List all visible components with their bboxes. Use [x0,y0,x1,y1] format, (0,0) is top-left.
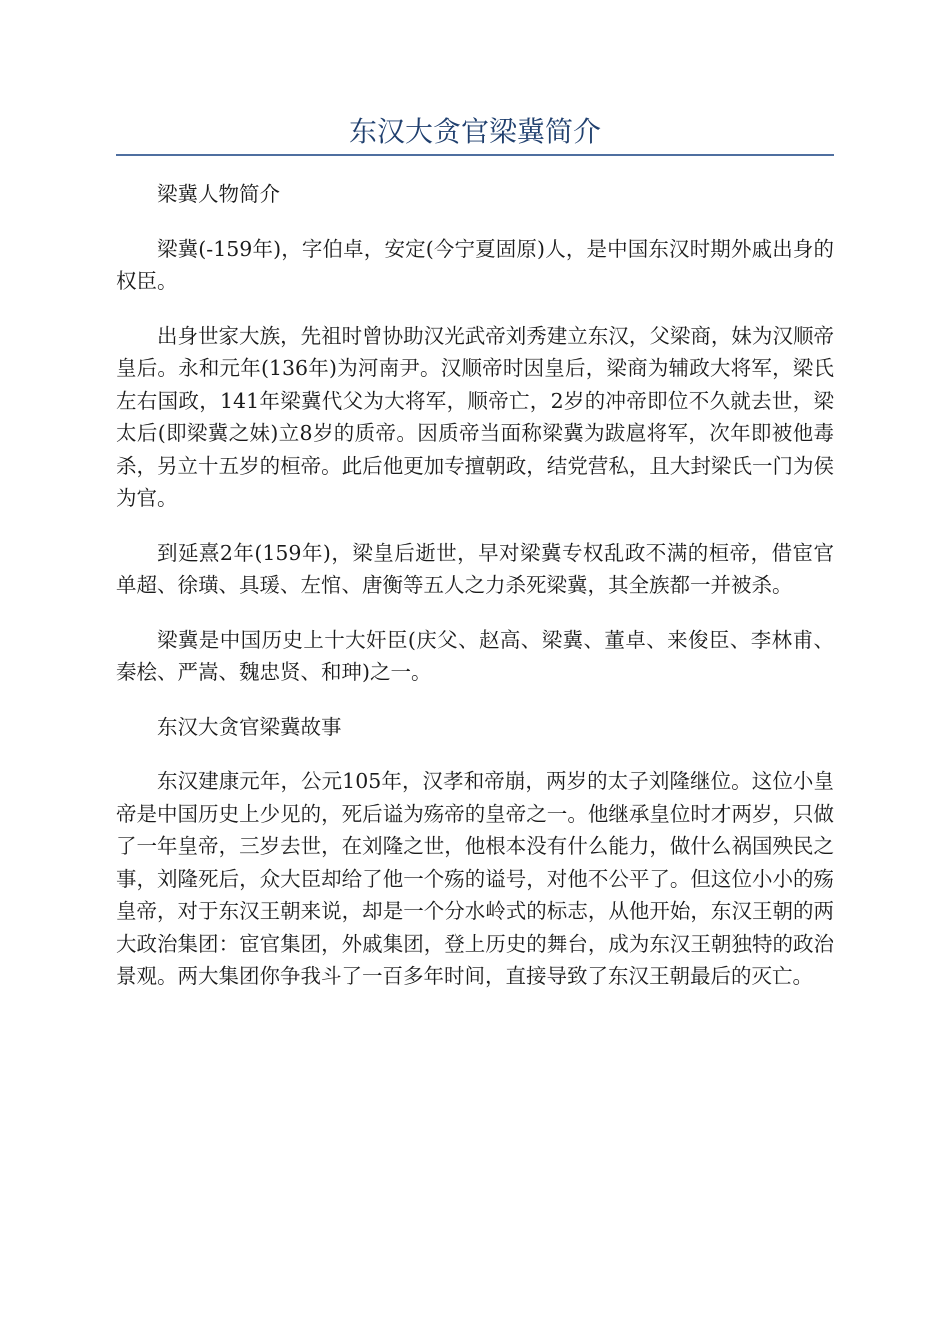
paragraph: 东汉建康元年，公元105年，汉孝和帝崩，两岁的太子刘隆继位。这位小皇帝是中国历史上少见的，死后谥为殇帝的皇帝之一。他继承皇位时才两岁，只做了一年皇帝，三岁去世，在刘隆之世，他根本没有什么能力，做什么祸国殃民之事，刘隆死后，众大臣却给了他一个殇的谥号，对他不公平了。但这位小小的殇皇帝，对于东汉王朝来说，却是一个分水岭式的标志，从他开始，东汉王朝的两大政治集团：宦官集团，外戚集团，登上历史的舞台，成为东汉王朝独特的政治景观。两大集团你争我斗了一百多年时间，直接导致了东汉王朝最后的灭亡。 [116,769,834,988]
section-heading-story: 东汉大贪官梁冀故事 [157,714,342,739]
paragraph: 梁冀是中国历史上十大奸臣(庆父、赵高、梁冀、董卓、来俊臣、李林甫、秦桧、严嵩、魏忠贤、和珅)之一。 [116,627,834,684]
section-heading-profile: 梁冀人物简介 [157,182,280,206]
title-underline [116,154,834,156]
document-title: 东汉大贪官梁冀简介 [348,115,601,148]
paragraph: 梁冀(-159年)，字伯卓，安定(今宁夏固原)人，是中国东汉时期外戚出身的权臣。 [116,236,834,293]
paragraph: 出身世家大族，先祖时曾协助汉光武帝刘秀建立东汉，父梁商，妹为汉顺帝皇后。永和元年(136年)为河南尹。汉顺帝时因皇后，梁商为辅政大将军，梁氏左右国政，141年梁冀代父为大将军，顺帝亡，2岁的冲帝即位不久就去世，梁太后(即梁冀之妹)立8岁的质帝。因质帝当面称梁冀为跋扈将军，次年即被他毒杀，另立十五岁的桓帝。此后他更加专擅朝政，结党营私，且大封梁氏一门为侯为官。 [116,323,834,510]
paragraph: 到延熹2年(159年)，梁皇后逝世，早对梁冀专权乱政不满的桓帝，借宦官单超、徐璜、具瑗、左悺、唐衡等五人之力杀死梁冀，其全族都一并被杀。 [116,540,834,597]
document-body [116,112,834,1015]
